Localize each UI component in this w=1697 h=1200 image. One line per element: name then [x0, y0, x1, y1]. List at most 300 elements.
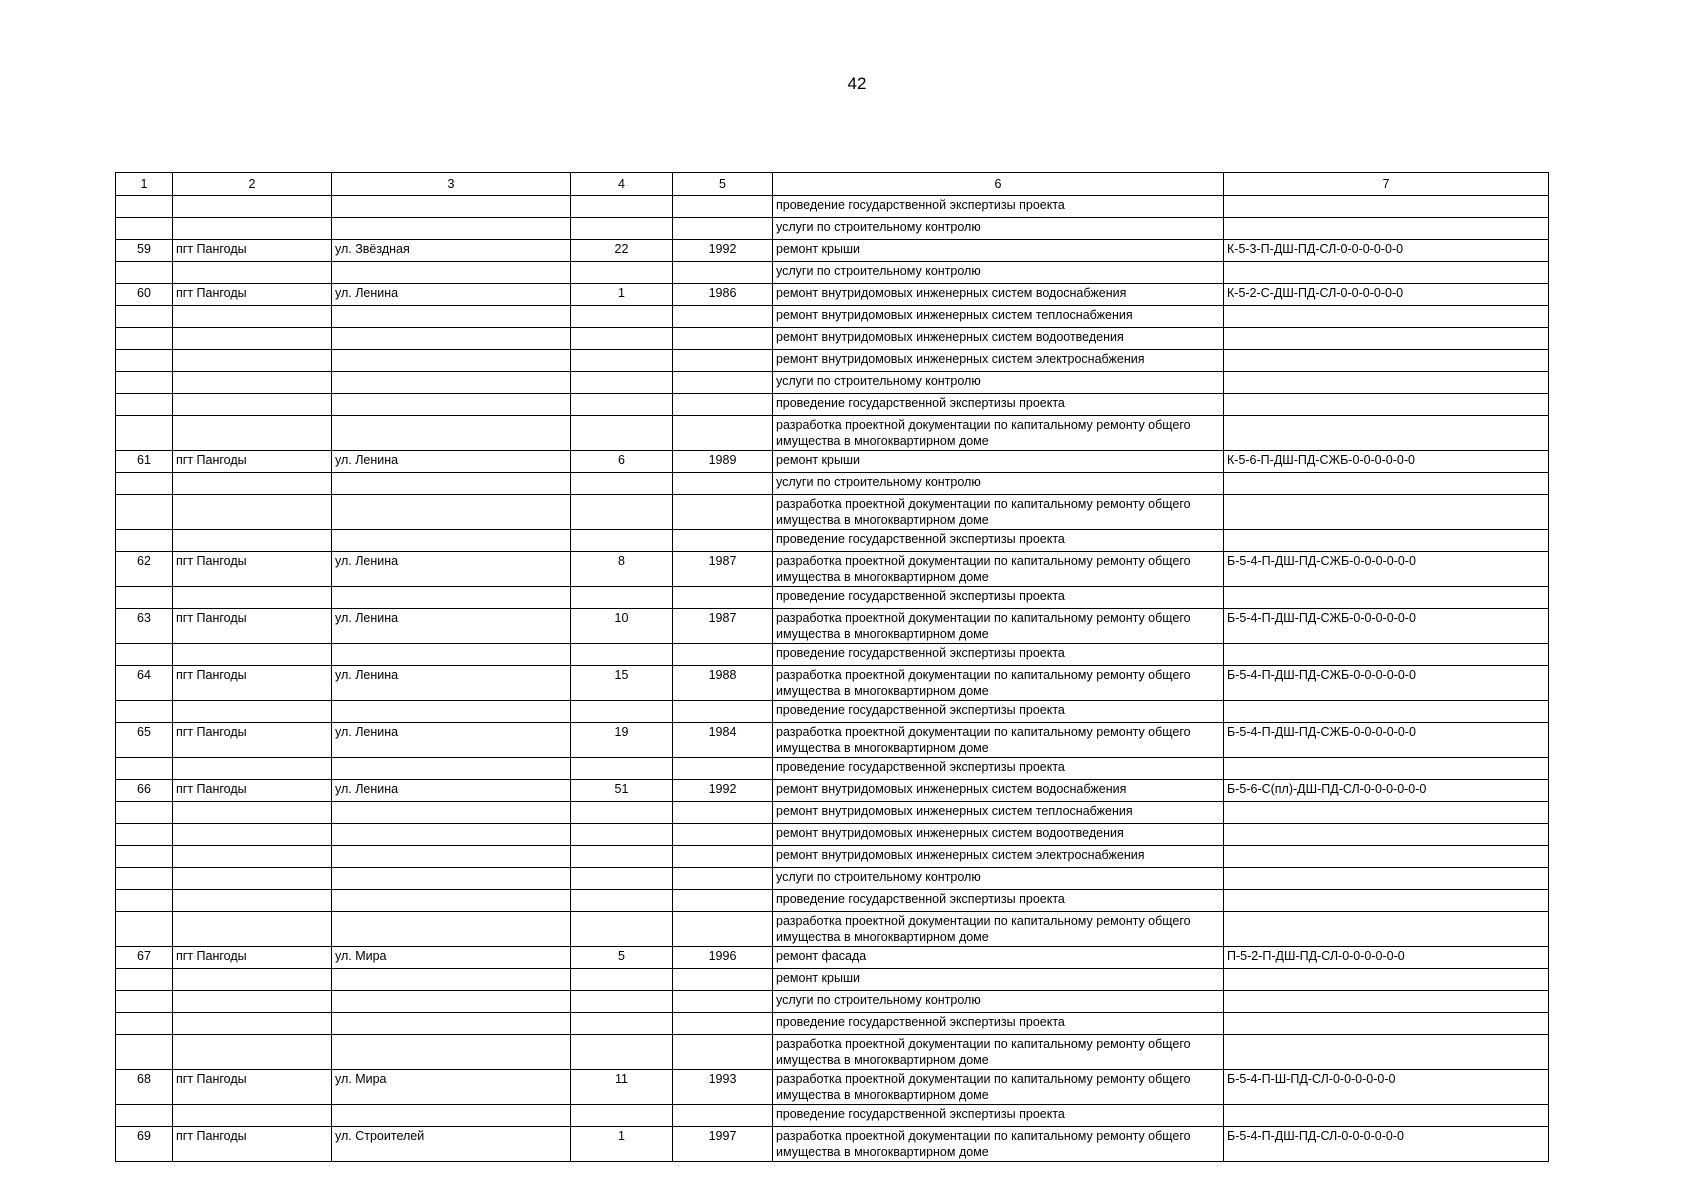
- work-type-cell: ремонт крыши: [773, 969, 1224, 991]
- build-year-cell: [673, 912, 773, 947]
- row-number-cell: 66: [116, 780, 173, 802]
- house-code-cell: К-5-3-П-ДШ-ПД-СЛ-0-0-0-0-0-0: [1224, 240, 1549, 262]
- street-cell: [332, 416, 571, 451]
- work-type-cell: разработка проектной документации по капитальному ремонту общего имущества в многоквартирном доме: [773, 1127, 1224, 1162]
- table-row: [116, 644, 1549, 666]
- work-type-cell: проведение государственной экспертизы проекта: [773, 644, 1224, 666]
- build-year-cell: 1992: [673, 240, 773, 262]
- street-cell: ул. Звёздная: [332, 240, 571, 262]
- build-year-cell: [673, 824, 773, 846]
- settlement-cell: пгт Пангоды: [173, 780, 332, 802]
- work-type-cell: услуги по строительному контролю: [773, 991, 1224, 1013]
- settlement-cell: [173, 530, 332, 552]
- row-number-cell: [116, 824, 173, 846]
- work-type-cell: проведение государственной экспертизы проекта: [773, 890, 1224, 912]
- build-year-cell: 1989: [673, 451, 773, 473]
- column-header: 1: [116, 173, 173, 196]
- column-header: 4: [571, 173, 673, 196]
- table-row: [116, 846, 1549, 868]
- house-number-cell: [571, 372, 673, 394]
- settlement-cell: [173, 824, 332, 846]
- register-table: [115, 172, 1549, 1162]
- street-cell: [332, 262, 571, 284]
- row-number-cell: [116, 218, 173, 240]
- column-header: 7: [1224, 173, 1549, 196]
- table-row: [116, 723, 1549, 758]
- house-code-cell: [1224, 196, 1549, 218]
- row-number-cell: 68: [116, 1070, 173, 1105]
- row-number-cell: [116, 530, 173, 552]
- house-code-cell: [1224, 350, 1549, 372]
- house-code-cell: [1224, 394, 1549, 416]
- work-type-cell: услуги по строительному контролю: [773, 473, 1224, 495]
- row-number-cell: [116, 991, 173, 1013]
- table-row: [116, 890, 1549, 912]
- row-number-cell: [116, 495, 173, 530]
- table-row: [116, 495, 1549, 530]
- row-number-cell: [116, 868, 173, 890]
- table-row: [116, 196, 1549, 218]
- house-code-cell: Б-5-4-П-Ш-ПД-СЛ-0-0-0-0-0-0: [1224, 1070, 1549, 1105]
- build-year-cell: [673, 306, 773, 328]
- table-row: [116, 240, 1549, 262]
- row-number-cell: [116, 1013, 173, 1035]
- row-number-cell: 67: [116, 947, 173, 969]
- street-cell: ул. Мира: [332, 947, 571, 969]
- row-number-cell: 59: [116, 240, 173, 262]
- street-cell: [332, 473, 571, 495]
- work-type-cell: услуги по строительному контролю: [773, 372, 1224, 394]
- settlement-cell: [173, 758, 332, 780]
- settlement-cell: [173, 328, 332, 350]
- house-code-cell: [1224, 1105, 1549, 1127]
- settlement-cell: [173, 416, 332, 451]
- build-year-cell: 1996: [673, 947, 773, 969]
- street-cell: ул. Ленина: [332, 780, 571, 802]
- row-number-cell: [116, 394, 173, 416]
- work-type-cell: разработка проектной документации по капитальному ремонту общего имущества в многоквартирном доме: [773, 1070, 1224, 1105]
- house-code-cell: Б-5-4-П-ДШ-ПД-СЖБ-0-0-0-0-0-0: [1224, 666, 1549, 701]
- house-number-cell: 22: [571, 240, 673, 262]
- house-number-cell: [571, 306, 673, 328]
- street-cell: [332, 1013, 571, 1035]
- house-code-cell: П-5-2-П-ДШ-ПД-СЛ-0-0-0-0-0-0: [1224, 947, 1549, 969]
- house-code-cell: [1224, 912, 1549, 947]
- table-row: [116, 530, 1549, 552]
- row-number-cell: [116, 701, 173, 723]
- build-year-cell: [673, 328, 773, 350]
- street-cell: ул. Ленина: [332, 609, 571, 644]
- table-row: [116, 306, 1549, 328]
- build-year-cell: [673, 1105, 773, 1127]
- settlement-cell: [173, 372, 332, 394]
- build-year-cell: [673, 1013, 773, 1035]
- house-code-cell: К-5-2-С-ДШ-ПД-СЛ-0-0-0-0-0-0: [1224, 284, 1549, 306]
- house-code-cell: [1224, 306, 1549, 328]
- settlement-cell: пгт Пангоды: [173, 947, 332, 969]
- settlement-cell: [173, 306, 332, 328]
- build-year-cell: 1987: [673, 609, 773, 644]
- work-type-cell: услуги по строительному контролю: [773, 262, 1224, 284]
- table-row: [116, 552, 1549, 587]
- work-type-cell: ремонт внутридомовых инженерных систем электроснабжения: [773, 846, 1224, 868]
- table-row: [116, 969, 1549, 991]
- table-row: [116, 394, 1549, 416]
- table-row: [116, 868, 1549, 890]
- house-number-cell: 51: [571, 780, 673, 802]
- house-code-cell: Б-5-4-П-ДШ-ПД-СЛ-0-0-0-0-0-0: [1224, 1127, 1549, 1162]
- table-row: [116, 262, 1549, 284]
- house-number-cell: [571, 846, 673, 868]
- street-cell: [332, 1105, 571, 1127]
- settlement-cell: [173, 394, 332, 416]
- table-row: [116, 609, 1549, 644]
- work-type-cell: ремонт внутридомовых инженерных систем водоснабжения: [773, 284, 1224, 306]
- house-number-cell: [571, 912, 673, 947]
- work-type-cell: услуги по строительному контролю: [773, 218, 1224, 240]
- build-year-cell: 1987: [673, 552, 773, 587]
- row-number-cell: [116, 306, 173, 328]
- build-year-cell: [673, 991, 773, 1013]
- house-number-cell: [571, 328, 673, 350]
- house-code-cell: Б-5-4-П-ДШ-ПД-СЖБ-0-0-0-0-0-0: [1224, 609, 1549, 644]
- house-code-cell: [1224, 587, 1549, 609]
- table-row: [116, 350, 1549, 372]
- house-code-cell: [1224, 1035, 1549, 1070]
- work-type-cell: проведение государственной экспертизы проекта: [773, 701, 1224, 723]
- work-type-cell: услуги по строительному контролю: [773, 868, 1224, 890]
- street-cell: [332, 846, 571, 868]
- house-code-cell: [1224, 701, 1549, 723]
- house-number-cell: [571, 262, 673, 284]
- house-number-cell: [571, 969, 673, 991]
- house-number-cell: [571, 473, 673, 495]
- street-cell: [332, 530, 571, 552]
- work-type-cell: ремонт внутридомовых инженерных систем теплоснабжения: [773, 802, 1224, 824]
- house-code-cell: [1224, 372, 1549, 394]
- house-number-cell: [571, 394, 673, 416]
- work-type-cell: ремонт крыши: [773, 240, 1224, 262]
- house-number-cell: [571, 530, 673, 552]
- settlement-cell: [173, 495, 332, 530]
- work-type-cell: разработка проектной документации по капитальному ремонту общего имущества в многоквартирном доме: [773, 723, 1224, 758]
- build-year-cell: 1997: [673, 1127, 773, 1162]
- house-number-cell: 6: [571, 451, 673, 473]
- build-year-cell: [673, 473, 773, 495]
- build-year-cell: 1992: [673, 780, 773, 802]
- work-type-cell: проведение государственной экспертизы проекта: [773, 530, 1224, 552]
- settlement-cell: [173, 350, 332, 372]
- settlement-cell: пгт Пангоды: [173, 284, 332, 306]
- settlement-cell: [173, 262, 332, 284]
- row-number-cell: [116, 890, 173, 912]
- row-number-cell: 69: [116, 1127, 173, 1162]
- house-number-cell: [571, 991, 673, 1013]
- house-number-cell: 15: [571, 666, 673, 701]
- settlement-cell: [173, 969, 332, 991]
- work-type-cell: ремонт крыши: [773, 451, 1224, 473]
- row-number-cell: [116, 802, 173, 824]
- table-row: [116, 991, 1549, 1013]
- row-number-cell: 65: [116, 723, 173, 758]
- settlement-cell: [173, 1105, 332, 1127]
- settlement-cell: пгт Пангоды: [173, 666, 332, 701]
- house-code-cell: [1224, 495, 1549, 530]
- row-number-cell: [116, 416, 173, 451]
- settlement-cell: [173, 868, 332, 890]
- table-row: [116, 1127, 1549, 1162]
- settlement-cell: [173, 846, 332, 868]
- house-code-cell: [1224, 868, 1549, 890]
- house-code-cell: [1224, 218, 1549, 240]
- build-year-cell: [673, 530, 773, 552]
- street-cell: [332, 912, 571, 947]
- street-cell: [332, 218, 571, 240]
- settlement-cell: [173, 587, 332, 609]
- table-row: [116, 666, 1549, 701]
- house-code-cell: [1224, 802, 1549, 824]
- street-cell: [332, 890, 571, 912]
- house-number-cell: 10: [571, 609, 673, 644]
- house-code-cell: [1224, 644, 1549, 666]
- settlement-cell: пгт Пангоды: [173, 451, 332, 473]
- street-cell: [332, 350, 571, 372]
- house-code-cell: [1224, 890, 1549, 912]
- row-number-cell: [116, 846, 173, 868]
- street-cell: [332, 868, 571, 890]
- house-code-cell: [1224, 846, 1549, 868]
- column-header: 6: [773, 173, 1224, 196]
- table-row: [116, 372, 1549, 394]
- table-row: [116, 947, 1549, 969]
- work-type-cell: проведение государственной экспертизы проекта: [773, 1105, 1224, 1127]
- house-code-cell: К-5-6-П-ДШ-ПД-СЖБ-0-0-0-0-0-0: [1224, 451, 1549, 473]
- work-type-cell: ремонт внутридомовых инженерных систем водоснабжения: [773, 780, 1224, 802]
- build-year-cell: 1993: [673, 1070, 773, 1105]
- house-code-cell: [1224, 473, 1549, 495]
- house-number-cell: [571, 758, 673, 780]
- house-code-cell: [1224, 969, 1549, 991]
- header-row: [116, 173, 1549, 196]
- build-year-cell: [673, 1035, 773, 1070]
- settlement-cell: пгт Пангоды: [173, 609, 332, 644]
- table-row: [116, 416, 1549, 451]
- house-code-cell: Б-5-4-П-ДШ-ПД-СЖБ-0-0-0-0-0-0: [1224, 723, 1549, 758]
- table-row: [116, 701, 1549, 723]
- row-number-cell: [116, 1035, 173, 1070]
- work-type-cell: разработка проектной документации по капитальному ремонту общего имущества в многоквартирном доме: [773, 1035, 1224, 1070]
- street-cell: [332, 196, 571, 218]
- column-header: 2: [173, 173, 332, 196]
- table-row: [116, 587, 1549, 609]
- street-cell: [332, 328, 571, 350]
- work-type-cell: ремонт внутридомовых инженерных систем водоотведения: [773, 328, 1224, 350]
- work-type-cell: проведение государственной экспертизы проекта: [773, 587, 1224, 609]
- work-type-cell: разработка проектной документации по капитальному ремонту общего имущества в многоквартирном доме: [773, 912, 1224, 947]
- table-row: [116, 473, 1549, 495]
- street-cell: [332, 587, 571, 609]
- street-cell: [332, 701, 571, 723]
- build-year-cell: 1984: [673, 723, 773, 758]
- street-cell: ул. Ленина: [332, 666, 571, 701]
- settlement-cell: пгт Пангоды: [173, 552, 332, 587]
- row-number-cell: [116, 912, 173, 947]
- row-number-cell: [116, 473, 173, 495]
- house-number-cell: 19: [571, 723, 673, 758]
- work-type-cell: проведение государственной экспертизы проекта: [773, 394, 1224, 416]
- house-code-cell: [1224, 991, 1549, 1013]
- house-number-cell: [571, 416, 673, 451]
- table-row: [116, 802, 1549, 824]
- work-type-cell: разработка проектной документации по капитальному ремонту общего имущества в многоквартирном доме: [773, 495, 1224, 530]
- settlement-cell: пгт Пангоды: [173, 723, 332, 758]
- row-number-cell: [116, 196, 173, 218]
- table-row: [116, 328, 1549, 350]
- row-number-cell: 64: [116, 666, 173, 701]
- row-number-cell: [116, 350, 173, 372]
- house-number-cell: [571, 1105, 673, 1127]
- settlement-cell: пгт Пангоды: [173, 1070, 332, 1105]
- house-code-cell: [1224, 262, 1549, 284]
- street-cell: [332, 824, 571, 846]
- street-cell: [332, 644, 571, 666]
- row-number-cell: [116, 1105, 173, 1127]
- street-cell: ул. Ленина: [332, 451, 571, 473]
- work-type-cell: ремонт фасада: [773, 947, 1224, 969]
- build-year-cell: [673, 802, 773, 824]
- build-year-cell: [673, 350, 773, 372]
- table-row: [116, 1070, 1549, 1105]
- house-code-cell: [1224, 416, 1549, 451]
- street-cell: [332, 1035, 571, 1070]
- row-number-cell: [116, 262, 173, 284]
- street-cell: [332, 495, 571, 530]
- street-cell: [332, 758, 571, 780]
- street-cell: ул. Строителей: [332, 1127, 571, 1162]
- build-year-cell: [673, 372, 773, 394]
- build-year-cell: [673, 196, 773, 218]
- settlement-cell: пгт Пангоды: [173, 1127, 332, 1162]
- house-code-cell: Б-5-4-П-ДШ-ПД-СЖБ-0-0-0-0-0-0: [1224, 552, 1549, 587]
- house-number-cell: 1: [571, 284, 673, 306]
- house-code-cell: [1224, 530, 1549, 552]
- build-year-cell: 1988: [673, 666, 773, 701]
- house-code-cell: [1224, 758, 1549, 780]
- build-year-cell: [673, 394, 773, 416]
- build-year-cell: [673, 969, 773, 991]
- settlement-cell: [173, 1035, 332, 1070]
- row-number-cell: [116, 969, 173, 991]
- table-row: [116, 780, 1549, 802]
- row-number-cell: [116, 758, 173, 780]
- work-type-cell: разработка проектной документации по капитальному ремонту общего имущества в многоквартирном доме: [773, 609, 1224, 644]
- build-year-cell: [673, 416, 773, 451]
- settlement-cell: [173, 196, 332, 218]
- build-year-cell: [673, 846, 773, 868]
- table-row: [116, 912, 1549, 947]
- street-cell: [332, 802, 571, 824]
- build-year-cell: [673, 890, 773, 912]
- house-number-cell: [571, 868, 673, 890]
- street-cell: ул. Ленина: [332, 723, 571, 758]
- work-type-cell: проведение государственной экспертизы проекта: [773, 758, 1224, 780]
- work-type-cell: разработка проектной документации по капитальному ремонту общего имущества в многоквартирном доме: [773, 666, 1224, 701]
- build-year-cell: [673, 701, 773, 723]
- row-number-cell: 60: [116, 284, 173, 306]
- house-number-cell: [571, 802, 673, 824]
- street-cell: ул. Мира: [332, 1070, 571, 1105]
- work-type-cell: ремонт внутридомовых инженерных систем водоотведения: [773, 824, 1224, 846]
- table-body: [116, 173, 1549, 1162]
- settlement-cell: [173, 890, 332, 912]
- row-number-cell: [116, 644, 173, 666]
- table-row: [116, 824, 1549, 846]
- table-row: [116, 1035, 1549, 1070]
- work-type-cell: ремонт внутридомовых инженерных систем электроснабжения: [773, 350, 1224, 372]
- street-cell: [332, 969, 571, 991]
- house-code-cell: [1224, 824, 1549, 846]
- row-number-cell: [116, 587, 173, 609]
- house-number-cell: [571, 644, 673, 666]
- settlement-cell: [173, 644, 332, 666]
- house-code-cell: [1224, 328, 1549, 350]
- work-type-cell: проведение государственной экспертизы проекта: [773, 1013, 1224, 1035]
- row-number-cell: 61: [116, 451, 173, 473]
- build-year-cell: 1986: [673, 284, 773, 306]
- work-type-cell: проведение государственной экспертизы проекта: [773, 196, 1224, 218]
- settlement-cell: [173, 473, 332, 495]
- house-number-cell: 11: [571, 1070, 673, 1105]
- house-code-cell: [1224, 1013, 1549, 1035]
- street-cell: ул. Ленина: [332, 284, 571, 306]
- build-year-cell: [673, 587, 773, 609]
- house-number-cell: [571, 1013, 673, 1035]
- build-year-cell: [673, 218, 773, 240]
- table-row: [116, 218, 1549, 240]
- row-number-cell: [116, 328, 173, 350]
- table-row: [116, 284, 1549, 306]
- house-number-cell: [571, 495, 673, 530]
- street-cell: [332, 372, 571, 394]
- column-header: 5: [673, 173, 773, 196]
- settlement-cell: [173, 802, 332, 824]
- work-type-cell: разработка проектной документации по капитальному ремонту общего имущества в многоквартирном доме: [773, 416, 1224, 451]
- house-number-cell: [571, 1035, 673, 1070]
- build-year-cell: [673, 644, 773, 666]
- house-number-cell: [571, 218, 673, 240]
- table-row: [116, 451, 1549, 473]
- street-cell: ул. Ленина: [332, 552, 571, 587]
- house-number-cell: 1: [571, 1127, 673, 1162]
- street-cell: [332, 394, 571, 416]
- row-number-cell: [116, 372, 173, 394]
- settlement-cell: [173, 991, 332, 1013]
- settlement-cell: [173, 912, 332, 947]
- column-header: 3: [332, 173, 571, 196]
- house-number-cell: [571, 890, 673, 912]
- row-number-cell: 63: [116, 609, 173, 644]
- page-number: 42: [847, 74, 867, 93]
- build-year-cell: [673, 262, 773, 284]
- build-year-cell: [673, 868, 773, 890]
- build-year-cell: [673, 495, 773, 530]
- house-number-cell: [571, 350, 673, 372]
- table-row: [116, 1013, 1549, 1035]
- table-row: [116, 758, 1549, 780]
- build-year-cell: [673, 758, 773, 780]
- house-number-cell: [571, 701, 673, 723]
- work-type-cell: разработка проектной документации по капитальному ремонту общего имущества в многоквартирном доме: [773, 552, 1224, 587]
